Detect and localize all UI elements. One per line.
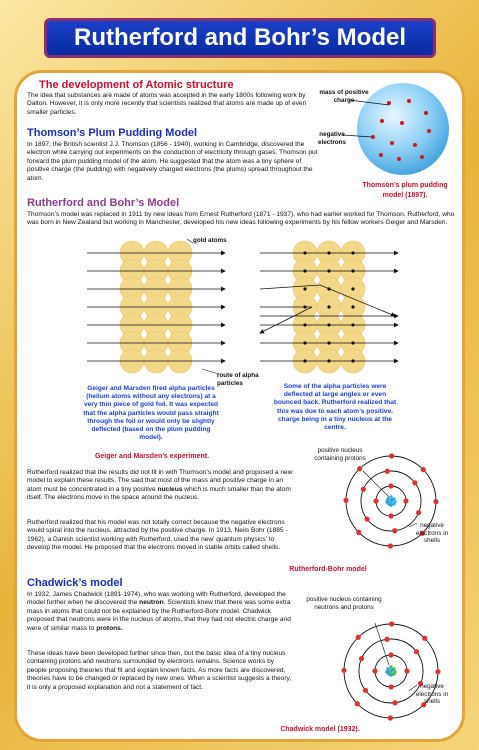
caption-expected: Geiger and Marsden fired alpha particles (helium atoms without any electrons) at a very thin piece of gold foil. It was expected that the alpha particles would pass straight through the foil or would only be slightly deflected (based on the plum pudding model). <box>83 385 219 442</box>
heading-rutherford-bohr: Rutherford and Bohr’s Model <box>27 197 180 209</box>
electron <box>388 684 393 689</box>
electron <box>373 498 378 503</box>
label-gold-atoms: gold atoms <box>193 237 227 244</box>
label-positive-charge: mass of positive charge <box>319 89 369 104</box>
nucleus <box>385 665 396 676</box>
electron <box>361 487 366 492</box>
electron <box>355 701 360 706</box>
electron <box>372 668 377 673</box>
text-chadwick-neutron: In 1932, James Chadwick (1891-1974), who was working with Rutherford, developed the model further when he discovered the neutron. Scientists knew that there was some extra mass in atoms that could not be explained by the Rutherford-Bohr model. Chadwick proposed that neutrons were in the nucleus of atoms, that they had not electric charge and were of similar mass to protons. <box>27 591 291 632</box>
caption-chadwick: Chadwick model (1932). <box>280 726 360 733</box>
electron <box>403 498 408 503</box>
text-atomic-structure: The idea that substances are made of atoms was accepted in the early 1800s following work by Dalton. However, it is only more recently that scientists realized that atoms are made up of even smaller particles. <box>27 92 307 116</box>
atom-nucleus <box>303 287 306 290</box>
label-alpha-route: route of alpha particles <box>217 372 259 387</box>
electron <box>341 668 346 673</box>
electron <box>421 467 426 472</box>
electron <box>388 483 393 488</box>
electron <box>433 499 438 504</box>
electron <box>356 530 361 535</box>
caption-geiger-marsden: Geiger and Marsden’s experiment. <box>94 453 210 460</box>
heading-chadwick: Chadwick’s model <box>27 577 123 589</box>
label-bohr-nucleus: positive nucleus containing protons <box>314 447 366 462</box>
electron <box>359 656 364 661</box>
electron <box>364 516 369 521</box>
chadwick-diagram <box>305 593 445 733</box>
electron <box>388 543 393 548</box>
electron <box>392 528 397 533</box>
label-chadwick-electrons: negative electrons in shells <box>415 683 449 705</box>
electron <box>388 513 393 518</box>
electron <box>357 466 362 471</box>
caption-observed: Some of the alpha particles were deflected at large angles or even bounced back. Rutherford realized that this was due to each atom’s positive. charge being in a tiny nucleus at the centre. <box>273 383 397 432</box>
heading-plum-pudding: Thomson’s Plum Pudding Model <box>27 127 198 139</box>
text-bohr: Rutherford realized that his model was not totally correct because the negative electrons would spiral into the nucleus, attracted by the positive charge. In 1913, Neils Bohr (1885 - 1962), a Danish scientist working with Rutherford, used the new’ quantum physics’ to develop the model. He proposed that the electrons moved in stable orbits called shells. <box>27 519 288 552</box>
electron <box>385 469 390 474</box>
electron <box>392 700 397 705</box>
atom-nucleus <box>351 305 354 308</box>
electron <box>388 715 393 720</box>
caption-thomson: Thomson’s plum pudding model (1897). <box>362 182 448 199</box>
nucleus <box>385 495 396 506</box>
gold-foil-diagram-expected <box>87 241 227 386</box>
electron <box>389 453 394 458</box>
electron <box>389 621 394 626</box>
atom-nucleus <box>327 305 330 308</box>
text-plum-pudding: In 1897, the British scientist J.J. Thomson (1856 - 1940), working in Cambridge, discovered the electron while carrying out experiments on the conduction of electricity through gases. Thomson put forward the plum pudding model of the atom. He suggested that the atom was a tiny sphere of positive charge (the pudding) with negatively charged electrons (the plums) spread throughout the atom. <box>27 141 318 182</box>
text-rutherford-bohr: Thomson’s model was replaced in 1911 by new ideas from Ernest Rutherford (1871 - 1937), who had earlier worked for Thomson. Rutherford, who was born in New Zealand but working in Manchester, developed his new ideas following experiments by his fellow workers Geiger and Marsden. <box>27 211 455 227</box>
electron <box>384 637 389 642</box>
electron <box>363 688 368 693</box>
electron <box>412 480 417 485</box>
content-panel <box>14 70 465 742</box>
heading-atomic-structure: The development of Atomic structure <box>39 79 234 91</box>
gold-foil-diagram-observed <box>260 241 400 386</box>
electron <box>414 649 419 654</box>
electron <box>404 668 409 673</box>
page-title: Rutherford and Bohr’s Model <box>44 18 436 58</box>
atom-nucleus <box>351 287 354 290</box>
electron <box>435 669 440 674</box>
label-chadwick-nucleus: positive nucleus containing neutrons and protons <box>306 596 382 611</box>
label-bohr-electrons: negative electrons in shells <box>415 522 449 544</box>
electron <box>388 652 393 657</box>
electron <box>416 510 421 515</box>
label-negative-electrons: negative electrons <box>318 131 346 146</box>
electron <box>343 498 348 503</box>
text-chadwick-theory: These ideas have been developed further since then, but the basic idea of a tiny nucleus containing protons and neutrons surrounded by electrons remains. Science works by people proposing theories that fit and explain known facts. As more facts are discovered, theories have to be changed or replaced by new ones. When a scientist suggests a theory, it is only a proposed explanation and not a statement of fact. <box>27 650 292 691</box>
electron <box>356 635 361 640</box>
caption-bohr: Rutherford-Bohr model <box>289 566 367 573</box>
text-rutherford-nucleus: Rutherford realized that the results did not fit in with Thomson’s model and proposed a new model to explain these results. The said that most of the mass and positive charge in an atom must be concentrated in a tiny positive nucleus which is much smaller than the atom itself. The electrons move in the space around the nucleus. <box>27 469 293 502</box>
electron <box>422 636 427 641</box>
bohr-diagram <box>305 443 445 573</box>
